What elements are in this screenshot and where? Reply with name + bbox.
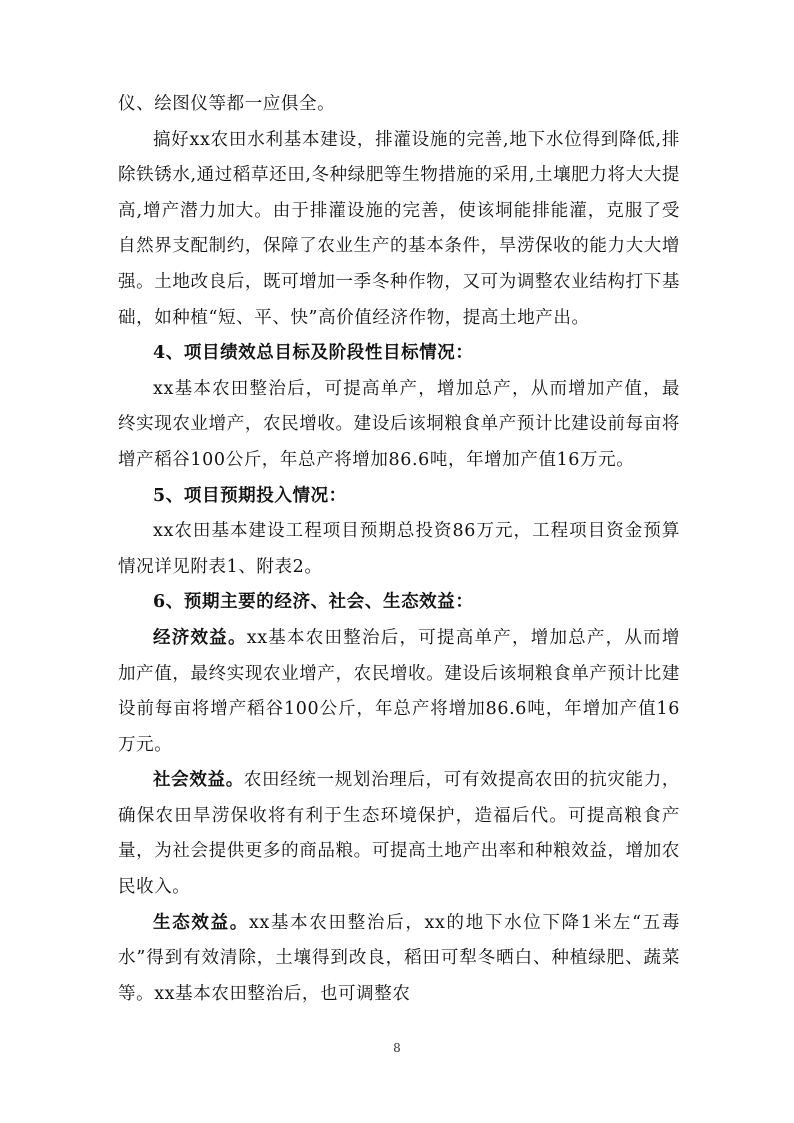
lead-social-benefits: 社会效益。 — [153, 770, 244, 791]
document-body — [118, 87, 680, 1012]
lead-economic-benefits: 经济效益。 — [153, 627, 247, 648]
text-economic-benefits: xx基本农田整治后，可提高单产，增加总产，从而增加产值，最终实现农业增产，农民增收。建设后该垌粮食单产预计比建设前每亩将增产稻谷100公斤，年总产将增加86.6吨，年增加产值16万元。 — [118, 627, 681, 755]
paragraph-social-benefits — [118, 763, 680, 905]
page-number: 8 — [393, 1041, 401, 1055]
paragraph-ecological-benefits — [118, 906, 680, 1013]
paragraph-irrigation-benefits: 搞好xx农田水利基本建设，排灌设施的完善,地下水位得到降低,排除铁锈水,通过稻草还田,冬种绿肥等生物措施的采用,土壤肥力将大大提高,增产潜力加大。由于排灌设施的完善，使该垌能排能灌，克服了受自然界支配制约，保障了农业生产的基本条件，旱涝保收的能力大大增强。土地改良后，既可增加一季冬种作物，又可为调整农业结构打下基础，如种植“短、平、快”高价值经济作物，提高土地产出。 — [118, 129, 680, 328]
text-ecological-benefits: xx基本农田整治后，xx的地下水位下降1米左“五毒水”得到有效清除，土壤得到改良，稻田可犁冬晒白、种植绿肥、蔬菜等。xx基本农田整治后，也可调整农 — [118, 912, 680, 1004]
heading-performance-targets: 4、项目绩效总目标及阶段性目标情况： — [153, 343, 474, 364]
lead-ecological-benefits: 生态效益。 — [153, 912, 249, 933]
text-social-benefits: 农田经统一规划治理后，可有效提高农田的抗灾能力，确保农田旱涝保收将有利于生态环境保护，造福后代。可提高粮食产量，为社会提供更多的商品粮。可提高土地产出率和种粮效益，增加农民收入。 — [118, 770, 680, 898]
paragraph-continuation: 仪、绘图仪等都一应俱全。 — [118, 94, 336, 114]
heading-expected-investment: 5、项目预期投入情况： — [153, 485, 347, 506]
paragraph-expected-investment: xx农田基本建设工程项目预期总投资86万元，工程项目资金预算情况详见附表1、附表2。 — [118, 521, 680, 577]
heading-expected-benefits: 6、预期主要的经济、社会、生态效益： — [153, 592, 474, 613]
paragraph-economic-benefits — [118, 621, 680, 763]
paragraph-performance-targets: xx基本农田整治后，可提高单产，增加总产，从而增加产值，最终实现农业增产，农民增收。建设后该垌粮食单产预计比建设前每亩将增产稻谷100公斤，年总产将增加86.6吨，年增加产值16万元。 — [118, 378, 680, 470]
